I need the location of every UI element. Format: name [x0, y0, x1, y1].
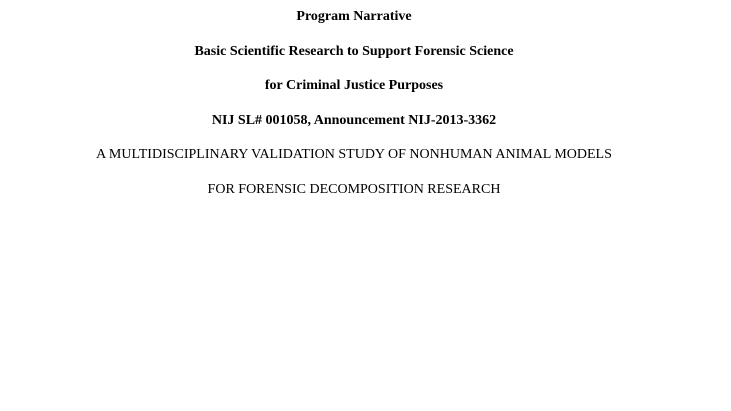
program-name-line-1: Basic Scientific Research to Support Forensic Science — [194, 44, 514, 59]
solicitation-number: NIJ SL# 001058, Announcement NIJ-2013-3362 — [211, 113, 497, 128]
document-heading: Program Narrative — [296, 9, 412, 24]
study-title-line-1: A MULTIDISCIPLINARY VALIDATION STUDY OF NONHUMAN ANIMAL MODELS — [96, 147, 612, 162]
study-title-line-2: FOR FORENSIC DECOMPOSITION RESEARCH — [207, 182, 501, 197]
program-name-line-2: for Criminal Justice Purposes — [264, 78, 444, 93]
